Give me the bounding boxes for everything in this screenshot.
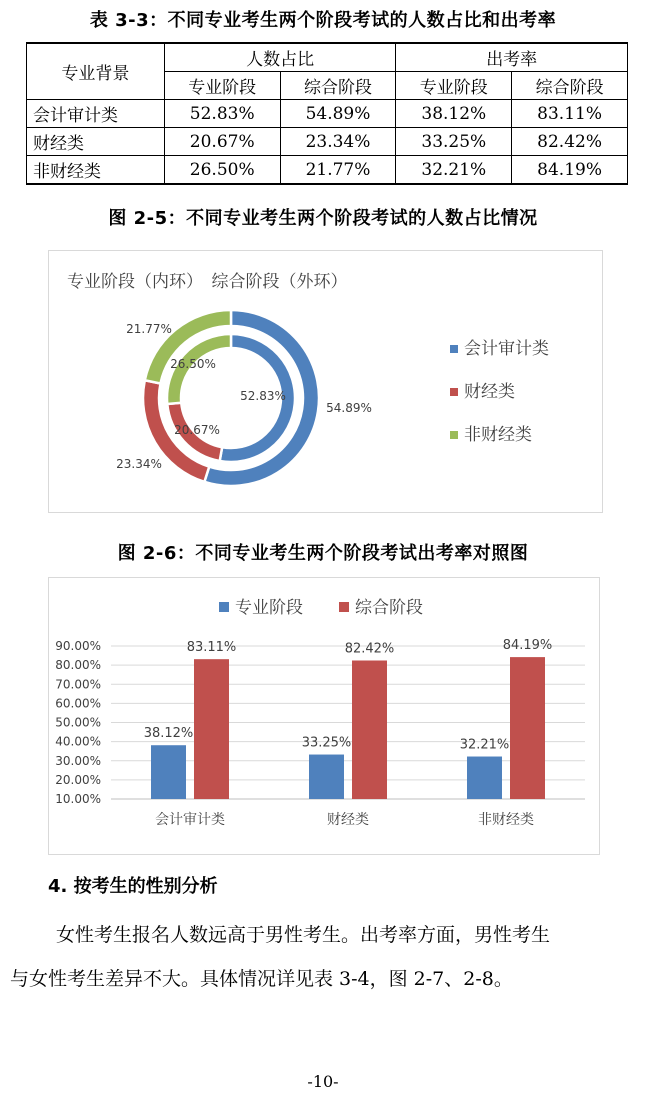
legend-label: 综合阶段 <box>355 598 423 618</box>
row-label: 非财经类 <box>27 156 165 185</box>
group-header-rate: 出考率 <box>396 43 628 72</box>
y-tick-label: 40.00% <box>55 734 101 749</box>
legend-label: 专业阶段 <box>235 598 303 618</box>
y-tick-label: 90.00% <box>55 639 101 653</box>
bar-data-label: 84.19% <box>502 638 553 654</box>
donut-chart <box>49 251 602 512</box>
legend-swatch <box>450 345 458 353</box>
legend-swatch <box>450 431 458 439</box>
row-label: 会计审计类 <box>27 100 165 128</box>
bar <box>151 745 186 799</box>
table-cell: 38.12% <box>396 100 512 128</box>
table-cell: 21.77% <box>280 156 396 185</box>
sub-header: 专业阶段 <box>164 72 280 100</box>
table-cell: 26.50% <box>164 156 280 185</box>
bar-data-label: 38.12% <box>143 726 194 742</box>
table-cell: 32.21% <box>396 156 512 185</box>
table-cell: 52.83% <box>164 100 280 128</box>
data-table <box>26 42 628 185</box>
donut-data-label: 26.50% <box>170 357 216 371</box>
bar <box>194 659 229 799</box>
group-header-share: 人数占比 <box>164 43 396 72</box>
bar <box>309 755 344 799</box>
bar-chart-frame <box>48 577 600 855</box>
bar-chart <box>49 578 599 854</box>
bar <box>510 657 545 799</box>
legend-swatch <box>339 602 349 612</box>
section-heading: 4. 按考生的性别分析 <box>48 876 218 897</box>
y-tick-label: 20.00% <box>55 772 101 787</box>
bar-data-label: 82.42% <box>344 641 395 657</box>
page-number: -10- <box>307 1072 339 1091</box>
bar <box>352 660 387 799</box>
sub-header: 综合阶段 <box>280 72 396 100</box>
x-tick-label: 会计审计类 <box>155 812 225 828</box>
y-tick-label: 80.00% <box>55 658 101 673</box>
bar-data-label: 33.25% <box>301 735 352 751</box>
sub-header: 综合阶段 <box>512 72 628 100</box>
row-header: 专业背景 <box>27 43 165 100</box>
donut-chart-frame <box>48 250 603 513</box>
figure-caption-donut: 图 2-5：不同专业考生两个阶段考试的人数占比情况 <box>108 208 538 229</box>
donut-data-label: 52.83% <box>240 389 286 403</box>
y-tick-label: 70.00% <box>55 677 101 692</box>
table-row <box>27 128 628 156</box>
table-cell: 33.25% <box>396 128 512 156</box>
body-paragraph-line: 与女性考生差异不大。具体情况详见表 3-4，图 2-7、2-8。 <box>10 968 513 990</box>
table-cell: 23.34% <box>280 128 396 156</box>
table-cell: 20.67% <box>164 128 280 156</box>
donut-data-label: 21.77% <box>126 322 172 336</box>
x-tick-label: 非财经类 <box>478 812 534 828</box>
legend-swatch <box>219 602 229 612</box>
donut-data-label: 54.89% <box>326 401 372 415</box>
table-caption: 表 3-3：不同专业考生两个阶段考试的人数占比和出考率 <box>89 10 557 31</box>
legend-label: 非财经类 <box>464 425 532 445</box>
bar-data-label: 32.21% <box>459 737 510 753</box>
x-tick-label: 财经类 <box>327 812 369 828</box>
table-row <box>27 100 628 128</box>
row-label: 财经类 <box>27 128 165 156</box>
y-tick-label: 60.00% <box>55 696 101 711</box>
figure-caption-bar: 图 2-6：不同专业考生两个阶段考试出考率对照图 <box>117 543 529 564</box>
table-cell: 83.11% <box>512 100 628 128</box>
legend-label: 财经类 <box>464 382 515 402</box>
legend-swatch <box>450 388 458 396</box>
bar-data-label: 83.11% <box>186 640 237 656</box>
donut-data-label: 23.34% <box>116 457 162 471</box>
table-cell: 54.89% <box>280 100 396 128</box>
table-cell: 82.42% <box>512 128 628 156</box>
body-paragraph-line: 女性考生报名人数远高于男性考生。出考率方面，男性考生 <box>56 924 551 946</box>
legend-label: 会计审计类 <box>464 339 549 359</box>
bar <box>467 757 502 799</box>
table-cell: 84.19% <box>512 156 628 185</box>
sub-header: 专业阶段 <box>396 72 512 100</box>
y-tick-label: 50.00% <box>55 715 101 730</box>
donut-data-label: 20.67% <box>174 423 220 437</box>
y-tick-label: 10.00% <box>55 792 101 806</box>
donut-chart-title: 专业阶段（内环） 综合阶段（外环） <box>67 272 348 292</box>
y-tick-label: 30.00% <box>55 753 101 768</box>
table-row <box>27 156 628 185</box>
